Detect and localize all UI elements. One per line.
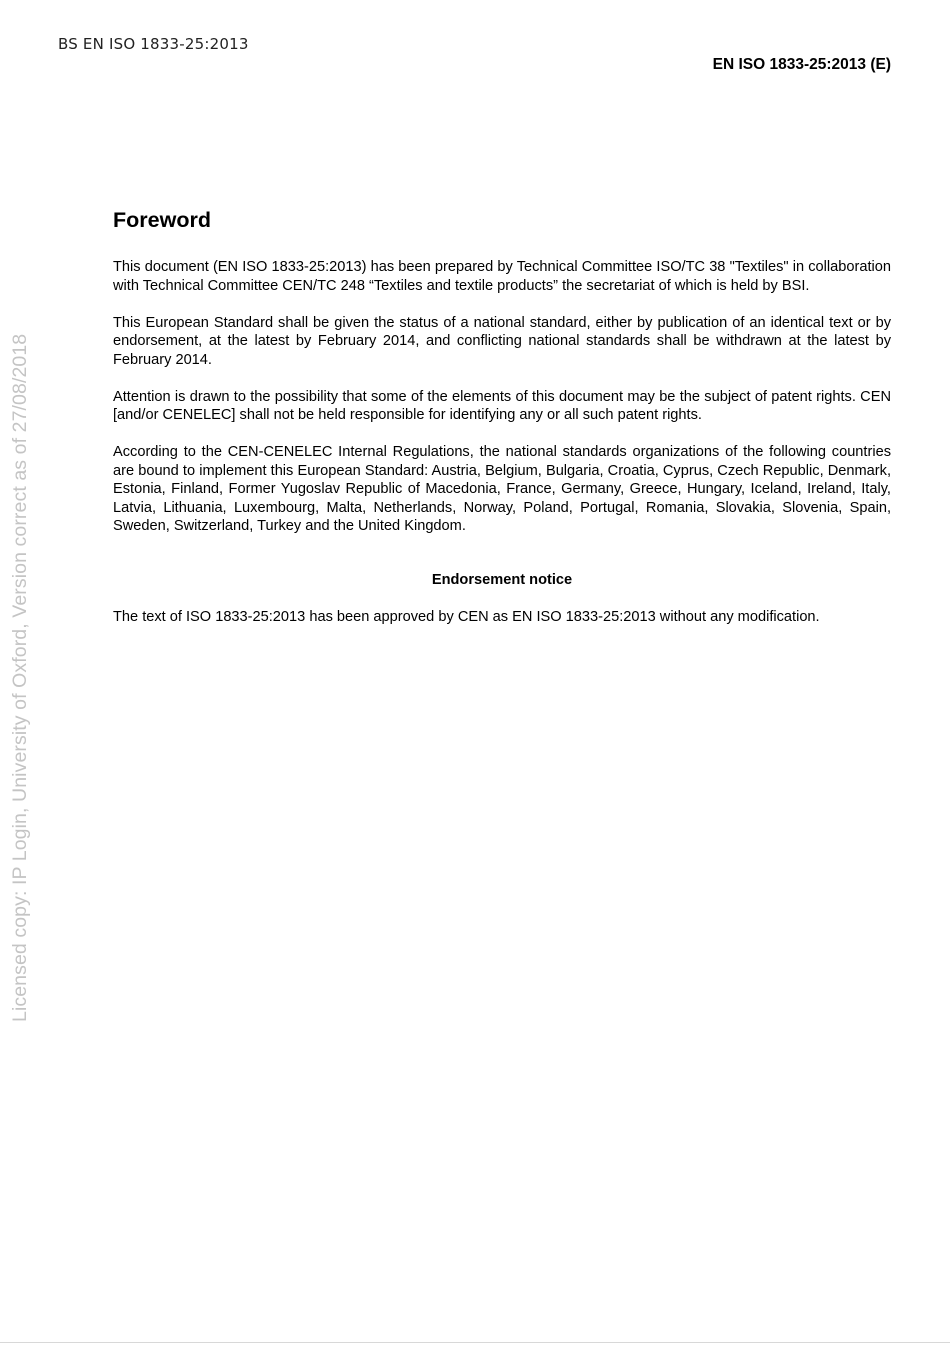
main-content [113, 206, 891, 627]
license-watermark: Licensed copy: IP Login, University of Oxford, Version correct as of 27/08/2018 [9, 333, 31, 1022]
foreword-paragraph-status: This European Standard shall be given the status of a national standard, either by publication of an identical text or by endorsement, at the latest by February 2014, and conflicting national standards shall be withdrawn at the latest by February 2014. [113, 314, 891, 368]
document-reference: EN ISO 1833-25:2013 (E) [712, 56, 891, 73]
endorsement-notice-text: The text of ISO 1833-25:2013 has been approved by CEN as EN ISO 1833-25:2013 without any modification. [113, 609, 820, 625]
bs-reference-header: BS EN ISO 1833-25:2013 [58, 35, 249, 53]
foreword-title: Foreword [113, 208, 211, 232]
foreword-paragraph-patent: Attention is drawn to the possibility that some of the elements of this document may be the subject of patent rights. CEN [and/or CENELEC] shall not be held responsible for identifying any or all such patent rights. [113, 388, 891, 423]
endorsement-notice-title: Endorsement notice [431, 571, 573, 588]
foreword-paragraph-countries: According to the CEN-CENELEC Internal Regulations, the national standards organizations of the following countries are bound to implement this European Standard: Austria, Belgium, Bulgaria, Croatia, Cyprus, Czech Republic, Denmark, Estonia, Finland, Former Yugoslav Republic of Macedonia, France, Germany, Greece, Hungary, Iceland, Ireland, Italy, Latvia, Lithuania, Luxembourg, Malta, Netherlands, Norway, Poland, Portugal, Romania, Slovakia, Slovenia, Spain, Sweden, Switzerland, Turkey and the United Kingdom. [113, 444, 891, 534]
foreword-body [113, 258, 891, 536]
page-bottom-edge [0, 1342, 950, 1343]
foreword-paragraph-prepared: This document (EN ISO 1833-25:2013) has been prepared by Technical Committee ISO/TC 38 "Textiles" in collaboration with Technical Committee CEN/TC 248 “Textiles and textile products” the secretariat of which is held by BSI. [113, 259, 891, 294]
